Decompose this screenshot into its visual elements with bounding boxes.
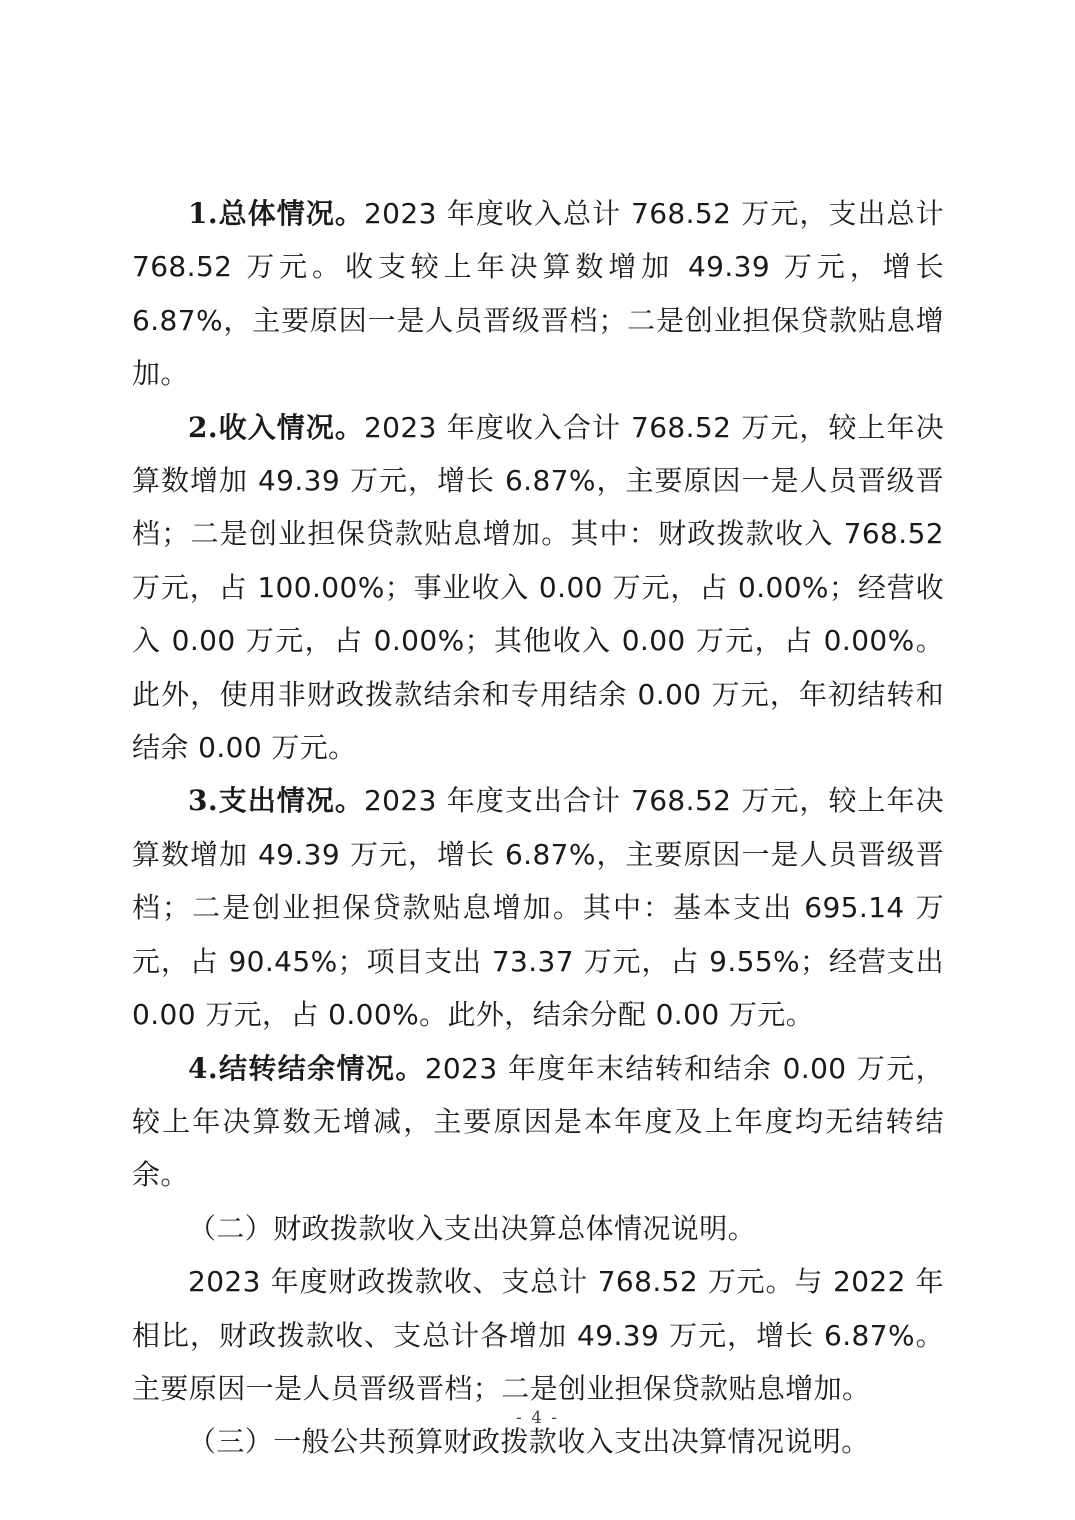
paragraph-income [132,401,944,775]
text-overall: 2023 年度收入总计 768.52 万元，支出总计 768.52 万元。收支较上年决算数增加 49.39 万元，增长 6.87%，主要原因一是人员晋级晋档；二是创业担保贷款贴息增加。 [132,197,945,391]
document-body [132,187,944,1469]
paragraph-carryover [132,1042,944,1202]
heading-overall: 1.总体情况。 [188,197,364,230]
page-number: - 4 - [515,1408,560,1428]
paragraph-expenditure [132,774,944,1041]
paragraph-overall [132,187,944,401]
heading-carryover: 4.结转结余情况。 [188,1051,425,1085]
heading-income: 2.收入情况。 [188,410,364,444]
text-carryover: 2023 年度年末结转和结余 0.00 万元，较上年决算数无增减，主要原因是本年度及上年度均无结转结余。 [132,1051,944,1192]
section-two-title: （二）财政拨款收入支出决算总体情况说明。 [188,1211,757,1245]
text-expenditure: 2023 年度支出合计 768.52 万元，较上年决算数增加 49.39 万元，增长 6.87%，主要原因一是人员晋级晋档；二是创业担保贷款贴息增加。其中：基本支出 695.14 万元，占 90.45%；项目支出 73.37 万元，占 9.55%；经营支出 0.00 万元，占 0.00%。此外，结余分配 0.00 万元。 [132,784,945,1032]
text-income: 2023 年度收入合计 768.52 万元，较上年决算数增加 49.39 万元，增长 6.87%，主要原因一是人员晋级晋档；二是创业担保贷款贴息增加。其中：财政拨款收入 768.52 万元，占 100.00%；事业收入 0.00 万元，占 0.00%；经营收入 0.00 万元，占 0.00%；其他收入 0.00 万元，占 0.00%。此外，使用非财政拨款结余和专用结余 0.00 万元，年初结转和结余 0.00 万元。 [132,410,945,765]
section-three-title: （三）一般公共预算财政拨款收入支出决算情况说明。 [188,1425,870,1459]
heading-expenditure: 3.支出情况。 [188,784,364,818]
section-two-text: 2023 年度财政拨款收、支总计 768.52 万元。与 2022 年相比，财政拨款收、支总计各增加 49.39 万元，增长 6.87%。主要原因一是人员晋级晋档；二是创业担保贷款贴息增加。 [132,1265,944,1405]
